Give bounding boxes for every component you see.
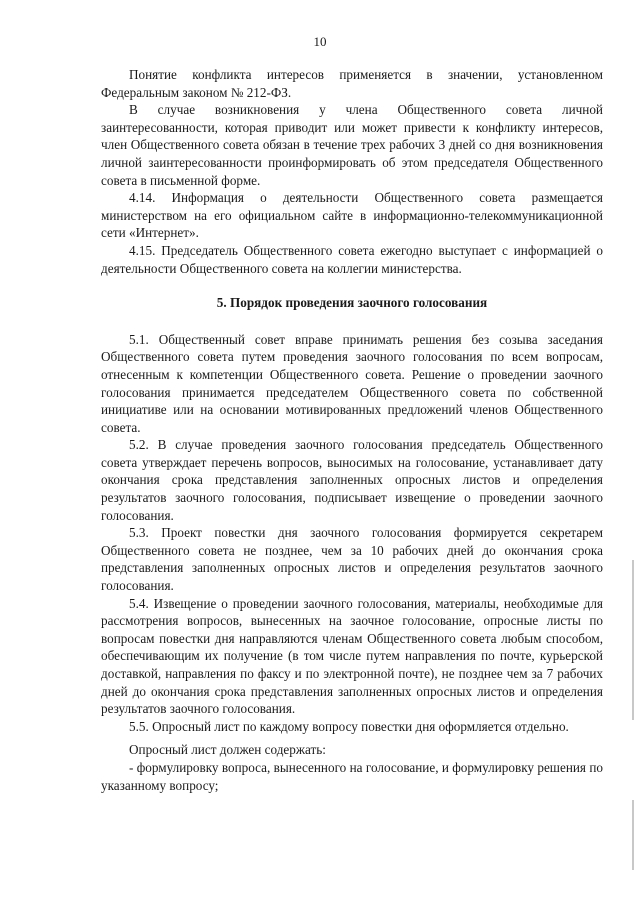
document-body (101, 66, 603, 794)
paragraph-5-3: 5.3. Проект повестки дня заочного голосования формируется секретарем Общественного совета не позднее, чем за 10 рабочих дней до окончания срока представления заполненных опросных листов и определения результатов заочного голосования. (101, 525, 603, 594)
paragraph-conflict-definition: Понятие конфликта интересов применяется в значении, установленном Федеральным законом № 212-ФЗ. (101, 67, 603, 100)
paragraph-5-1: 5.1. Общественный совет вправе принимать решения без созыва заседания Общественного совета путем проведения заочного голосования по всем вопросам, отнесенным к компетенции Общественного совета. Решение о проведении заочного голосования принимается председателем Общественного совета по собственной инициативе или на основании мотивированных предложений членов Общественного совета. (101, 331, 603, 435)
page-number: 10 (313, 34, 327, 49)
scan-edge-mark (632, 800, 634, 870)
paragraph-5-2: 5.2. В случае проведения заочного голосования председатель Общественного совета утверждает перечень вопросов, выносимых на голосование, устанавливает дату окончания срока представления заполненных опросных листов и определения результатов заочного голосования, подписывает извещение о проведении заочного голосования. (101, 437, 603, 523)
paragraph-conflict-duty: В случае возникновения у члена Общественного совета личной заинтересованности, которая приводит или может привести к конфликту интересов, член Общественного совета обязан в течение трех рабочих 3 дней со дня возникновения личной заинтересованности проинформировать об этом председателя Общественного совета в письменной форме. (101, 102, 603, 188)
list-item-question-wording: - формулировку вопроса, вынесенного на голосование, и формулировку решения по указанному вопросу; (101, 759, 603, 793)
paragraph-5-4: 5.4. Извещение о проведении заочного голосования, материалы, необходимые для рассмотрения вопросов, вынесенных на заочное голосование, опросные листы по вопросам повестки дня направляются членам Общественного совета любым способом, обеспечивающим их получение (в том числе путем направления по почте, курьерской доставкой, направления по факсу и по электронной почте), не позднее чем за 7 рабочих дней до окончания срока представления заполненных опросных листов и определения результатов заочного голосования. (101, 595, 603, 717)
paragraph-5-5: 5.5. Опросный лист по каждому вопросу повестки дня оформляется отдельно. (129, 718, 569, 734)
paragraph-4-15: 4.15. Председатель Общественного совета ежегодно выступает с информацией о деятельности Общественного совета на коллегии министерства. (101, 242, 603, 276)
scan-edge-mark (632, 560, 634, 720)
paragraph-4-14: 4.14. Информация о деятельности Общественного совета размещается министерством на его официальном сайте в информационно-телекоммуникационной сети «Интернет». (101, 190, 603, 241)
paragraph-questionnaire-contents: Опросный лист должен содержать: (129, 742, 326, 758)
section-heading: 5. Порядок проведения заочного голосования (216, 295, 488, 311)
